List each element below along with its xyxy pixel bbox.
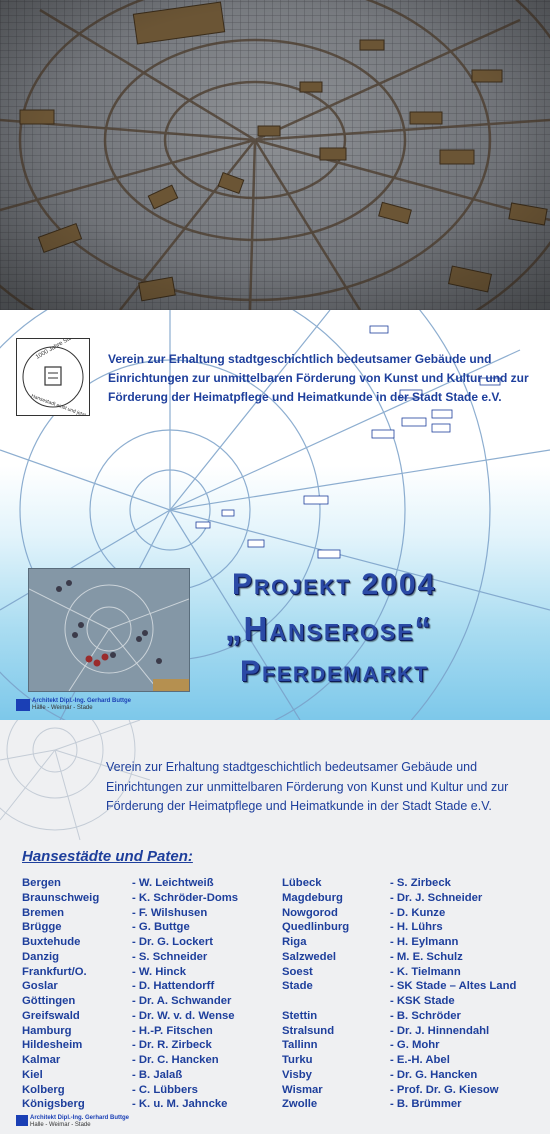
architect-cities: Halle - Weimar - Stade — [32, 705, 93, 711]
cities-column-left — [22, 876, 99, 1112]
patron-name: - D. Kunze — [390, 906, 446, 919]
city-name: Lübeck — [282, 877, 322, 889]
association-description-2: Verein zur Erhaltung stadtgeschichtlich bedeutsamer Gebäude und Einrichtungen zur unmittelbaren Förderung von Kunst und Kultur und zur Förderung der Heimatpflege und Heimatkunde in der Stadt Stade e.V. — [106, 760, 509, 813]
site-photo — [28, 568, 190, 692]
city-name: Soest — [282, 965, 313, 978]
city-name: Kolberg — [22, 1083, 65, 1096]
architect-logo-icon — [16, 699, 30, 711]
compass-rose-pavement — [0, 0, 550, 310]
city-name: Königsberg — [22, 1098, 85, 1111]
patron-name: - K. Schröder-Doms — [132, 891, 239, 904]
pavement-photo — [0, 0, 550, 310]
city-name: Stettin — [282, 1009, 318, 1022]
city-name: Nowgorod — [282, 906, 338, 919]
logo-top-text: 1000 Jahre Stade — [35, 339, 80, 361]
city-name: Stralsund — [282, 1024, 335, 1037]
city-name: Frankfurt/O. — [22, 965, 87, 978]
patron-name: - SK Stade – Altes Land — [390, 980, 517, 993]
patron-name: - Dr. W. v. d. Wense — [132, 1009, 235, 1022]
cities-column-right — [282, 876, 349, 1112]
patron-name: - D. Hattendorff — [132, 980, 215, 993]
project-poster — [0, 310, 550, 720]
patron-name: - K. Tielmann — [390, 965, 461, 978]
patrons-page — [0, 720, 550, 1134]
city-name: Greifswald — [22, 1009, 80, 1022]
patron-name: - Dr. R. Zirbeck — [132, 1039, 212, 1052]
city-name: Wismar — [282, 1083, 323, 1096]
architect-name-2: Architekt Dipl.-Ing. Gerhard Buttge — [30, 1115, 130, 1121]
patron-name: - Dr. C. Hancken — [132, 1054, 219, 1066]
project-title-line3: Pferdemarkt — [240, 655, 429, 688]
city-name: Bremen — [22, 906, 65, 919]
architect-logo-icon-2 — [16, 1115, 28, 1126]
city-name: Danzig — [22, 950, 60, 963]
patrons-column-right — [390, 876, 516, 1112]
architect-name: Architekt Dipl.-Ing. Gerhard Buttge — [32, 698, 132, 704]
patron-name: - G. Buttge — [132, 921, 190, 934]
city-name: Zwolle — [282, 1098, 318, 1111]
patron-name: - F. Wilshusen — [132, 906, 208, 919]
city-name: Brügge — [22, 921, 62, 934]
patrons-column-left — [132, 876, 238, 1112]
patron-name: - Prof. Dr. G. Kiesow — [390, 1083, 499, 1096]
patron-name: - B. Schröder — [390, 1009, 461, 1022]
city-name: Hamburg — [22, 1024, 72, 1037]
patron-name: - M. E. Schulz — [390, 950, 463, 963]
city-name: Kalmar — [22, 1054, 61, 1066]
patron-name: - G. Mohr — [390, 1039, 440, 1052]
city-name: Magdeburg — [282, 891, 343, 904]
patron-name: - Dr. J. Schneider — [390, 891, 483, 904]
patron-name: - H. Eylmann — [390, 936, 459, 948]
city-name: Buxtehude — [22, 936, 81, 948]
patron-name: - Dr. G. Hancken — [390, 1068, 478, 1081]
city-name: Bergen — [22, 877, 61, 889]
patron-name: - W. Leichtweiß — [132, 877, 214, 889]
city-name: Tallinn — [282, 1039, 318, 1052]
patron-name: - B. Jalaß — [132, 1068, 183, 1081]
patron-name: - S. Zirbeck — [390, 877, 451, 889]
city-name: Goslar — [22, 980, 58, 993]
patron-name: - B. Brümmer — [390, 1098, 462, 1111]
patron-name: - Dr. G. Lockert — [132, 936, 213, 948]
patron-name: - K. u. M. Jahncke — [132, 1098, 228, 1111]
city-name: Quedlinburg — [282, 921, 350, 934]
list-heading: Hansestädte und Paten: — [22, 848, 193, 865]
site-photo-image — [29, 569, 189, 691]
city-name: Turku — [282, 1054, 313, 1066]
stade-1000-years-logo — [16, 338, 90, 416]
city-name: Hildesheim — [22, 1039, 83, 1052]
patron-name: - S. Schneider — [132, 950, 208, 963]
project-title-line1: Projekt 2004 — [232, 568, 437, 601]
patron-name: - C. Lübbers — [132, 1083, 198, 1096]
logo-bottom-text: Hansestadt einst und jetzt — [30, 393, 87, 415]
city-name: Stade — [282, 980, 313, 993]
city-name — [282, 994, 349, 1009]
association-description: Verein zur Erhaltung stadtgeschichtlich bedeutsamer Gebäude und Einrichtungen zur unmittelbaren Förderung von Kunst und Kultur und zur Förderung der Heimatpflege und Heimatkunde in der Stadt Stade e.V. — [108, 352, 529, 404]
architect-credit — [32, 698, 131, 712]
patron-name: - H.-P. Fitschen — [132, 1024, 213, 1037]
patron-name: - H. Lührs — [390, 921, 443, 934]
stade-seal-icon — [17, 339, 89, 415]
city-name: Kiel — [22, 1068, 43, 1081]
patron-name: - E.-H. Abel — [390, 1054, 450, 1066]
city-name: Salzwedel — [282, 950, 336, 963]
project-title-line2: „Hanserose“ — [225, 610, 433, 647]
architect-cities-2: Halle - Weimar - Stade — [30, 1122, 91, 1128]
architect-credit-2 — [30, 1115, 129, 1129]
patron-name: - KSK Stade — [390, 995, 455, 1007]
city-name: Visby — [282, 1068, 312, 1081]
city-name: Braunschweig — [22, 891, 100, 904]
city-name: Riga — [282, 936, 307, 948]
patron-name: - Dr. A. Schwander — [132, 995, 232, 1007]
patron-name: - W. Hinck — [132, 965, 186, 978]
patron-name: - Dr. J. Hinnendahl — [390, 1024, 490, 1037]
city-name: Göttingen — [22, 995, 76, 1007]
